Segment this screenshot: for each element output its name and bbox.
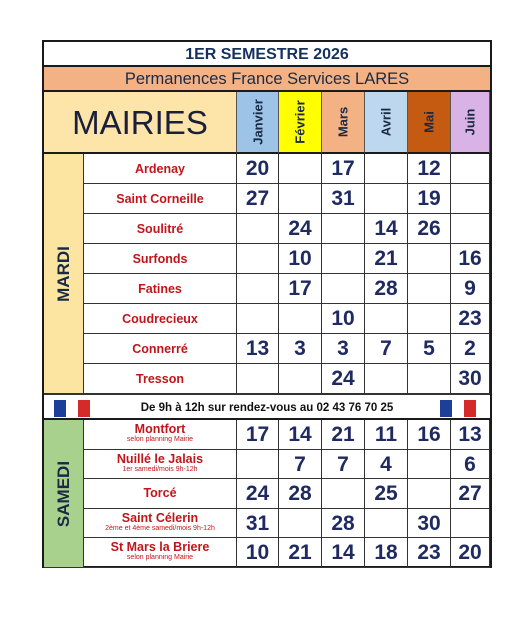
month-label: Février xyxy=(292,100,308,144)
date-cell: 23 xyxy=(408,538,451,568)
date-cell xyxy=(237,244,279,274)
date-cell: 21 xyxy=(279,538,322,568)
date-cell: 10 xyxy=(322,304,365,334)
month-header-4 xyxy=(408,92,451,154)
date-cell: 28 xyxy=(279,479,322,509)
mairie-note: selon planning Mairie xyxy=(126,436,194,443)
month-header-1 xyxy=(279,92,322,154)
date-cell: 7 xyxy=(279,450,322,480)
date-cell xyxy=(322,479,365,509)
mairie-name xyxy=(84,538,237,568)
mairie-label: Montfort xyxy=(134,422,186,436)
date-cell xyxy=(408,450,451,480)
date-cell xyxy=(322,274,365,304)
date-cell: 26 xyxy=(408,214,451,244)
mairie-note: 1er samedi/mois 9h-12h xyxy=(122,465,198,473)
french-flag-icon xyxy=(440,400,476,417)
date-cell: 17 xyxy=(237,420,279,450)
date-cell xyxy=(408,479,451,509)
mairie-name xyxy=(84,509,237,539)
date-cell: 23 xyxy=(451,304,490,334)
date-cell: 16 xyxy=(408,420,451,450)
page-title: 1ER SEMESTRE 2026 xyxy=(44,42,490,67)
date-cell xyxy=(451,154,490,184)
mairie-label: Nuillé le Jalais xyxy=(116,451,204,466)
date-cell xyxy=(451,214,490,244)
month-label: Mars xyxy=(335,106,351,138)
date-cell: 21 xyxy=(365,244,408,274)
schedule-table xyxy=(42,40,492,568)
date-cell xyxy=(451,184,490,214)
month-label: Juin xyxy=(462,108,478,136)
mairies-header: MAIRIES xyxy=(44,92,237,154)
mairie-name xyxy=(84,364,237,394)
date-cell xyxy=(237,214,279,244)
date-cell: 19 xyxy=(408,184,451,214)
date-cell: 24 xyxy=(279,214,322,244)
mairie-name xyxy=(84,154,237,184)
date-cell: 3 xyxy=(322,334,365,364)
day-name: SAMEDI xyxy=(53,460,73,527)
mairie-name xyxy=(84,274,237,304)
date-cell: 24 xyxy=(237,479,279,509)
date-cell xyxy=(237,304,279,334)
date-cell xyxy=(279,364,322,394)
date-cell: 10 xyxy=(237,538,279,568)
day-label-samedi xyxy=(44,420,84,568)
mairie-label: Saint Corneille xyxy=(116,192,204,206)
date-cell: 31 xyxy=(237,509,279,539)
date-cell xyxy=(237,364,279,394)
mairie-label: Saint Célerin xyxy=(121,510,199,525)
mairie-name xyxy=(84,479,237,509)
date-cell: 13 xyxy=(451,420,490,450)
date-cell xyxy=(365,364,408,394)
date-cell xyxy=(237,450,279,480)
mairie-label: Connerré xyxy=(132,342,188,356)
date-cell xyxy=(237,274,279,304)
date-cell xyxy=(408,304,451,334)
date-cell xyxy=(365,304,408,334)
mairie-name xyxy=(84,334,237,364)
date-cell: 24 xyxy=(322,364,365,394)
mairie-name xyxy=(84,450,237,480)
date-cell: 20 xyxy=(451,538,490,568)
date-cell xyxy=(408,364,451,394)
date-cell: 17 xyxy=(322,154,365,184)
french-flag-icon xyxy=(54,400,90,417)
mairie-name xyxy=(84,420,237,450)
mairie-label: St Mars la Briere xyxy=(110,540,210,555)
appointment-banner xyxy=(44,394,490,420)
date-cell: 18 xyxy=(365,538,408,568)
date-cell: 17 xyxy=(279,274,322,304)
date-cell: 11 xyxy=(365,420,408,450)
mairie-label: Coudrecieux xyxy=(122,312,198,326)
date-cell xyxy=(322,244,365,274)
month-header-2 xyxy=(322,92,365,154)
month-header-0 xyxy=(237,92,279,154)
month-header-5 xyxy=(451,92,490,154)
date-cell: 30 xyxy=(408,509,451,539)
date-cell: 7 xyxy=(365,334,408,364)
date-cell: 5 xyxy=(408,334,451,364)
date-cell: 30 xyxy=(451,364,490,394)
mairie-label: Tresson xyxy=(136,372,184,386)
month-label: Mai xyxy=(421,111,437,133)
date-cell: 28 xyxy=(322,509,365,539)
date-cell: 14 xyxy=(322,538,365,568)
date-cell: 16 xyxy=(451,244,490,274)
date-cell: 12 xyxy=(408,154,451,184)
date-cell xyxy=(408,244,451,274)
date-cell: 27 xyxy=(451,479,490,509)
day-name: MARDI xyxy=(53,245,73,302)
mairie-name xyxy=(84,244,237,274)
subtitle: Permanences France Services LARES xyxy=(44,67,490,92)
mairie-name xyxy=(84,184,237,214)
date-cell: 9 xyxy=(451,274,490,304)
month-header-3 xyxy=(365,92,408,154)
mairie-name xyxy=(84,214,237,244)
mairie-label: Fatines xyxy=(138,282,182,296)
date-cell: 6 xyxy=(451,450,490,480)
mairie-label: Surfonds xyxy=(132,252,188,266)
date-cell: 13 xyxy=(237,334,279,364)
date-cell xyxy=(451,509,490,539)
date-cell xyxy=(279,184,322,214)
mairie-name xyxy=(84,304,237,334)
mairie-note: selon planning Mairie xyxy=(126,554,194,562)
month-label: Janvier xyxy=(250,99,265,145)
mairie-label: Ardenay xyxy=(134,162,186,176)
date-cell: 28 xyxy=(365,274,408,304)
date-cell xyxy=(279,509,322,539)
month-label: Avril xyxy=(378,107,394,137)
date-cell xyxy=(279,154,322,184)
date-cell: 21 xyxy=(322,420,365,450)
date-cell: 20 xyxy=(237,154,279,184)
date-cell xyxy=(408,274,451,304)
mairie-note: 2ème et 4ème samedi/mois 9h-12h xyxy=(105,524,215,532)
day-label-mardi xyxy=(44,154,84,394)
date-cell xyxy=(279,304,322,334)
date-cell: 31 xyxy=(322,184,365,214)
date-cell: 27 xyxy=(237,184,279,214)
mairie-label: Soulitré xyxy=(136,222,184,236)
date-cell xyxy=(365,509,408,539)
date-cell xyxy=(365,154,408,184)
date-cell: 4 xyxy=(365,450,408,480)
date-cell: 14 xyxy=(279,420,322,450)
date-cell: 2 xyxy=(451,334,490,364)
date-cell: 10 xyxy=(279,244,322,274)
date-cell: 25 xyxy=(365,479,408,509)
mairie-label: Torcé xyxy=(143,486,177,501)
banner-text: De 9h à 12h sur rendez-vous au 02 43 76 70 25 xyxy=(140,402,394,414)
date-cell: 3 xyxy=(279,334,322,364)
date-cell xyxy=(322,214,365,244)
date-cell xyxy=(365,184,408,214)
date-cell: 14 xyxy=(365,214,408,244)
date-cell: 7 xyxy=(322,450,365,480)
